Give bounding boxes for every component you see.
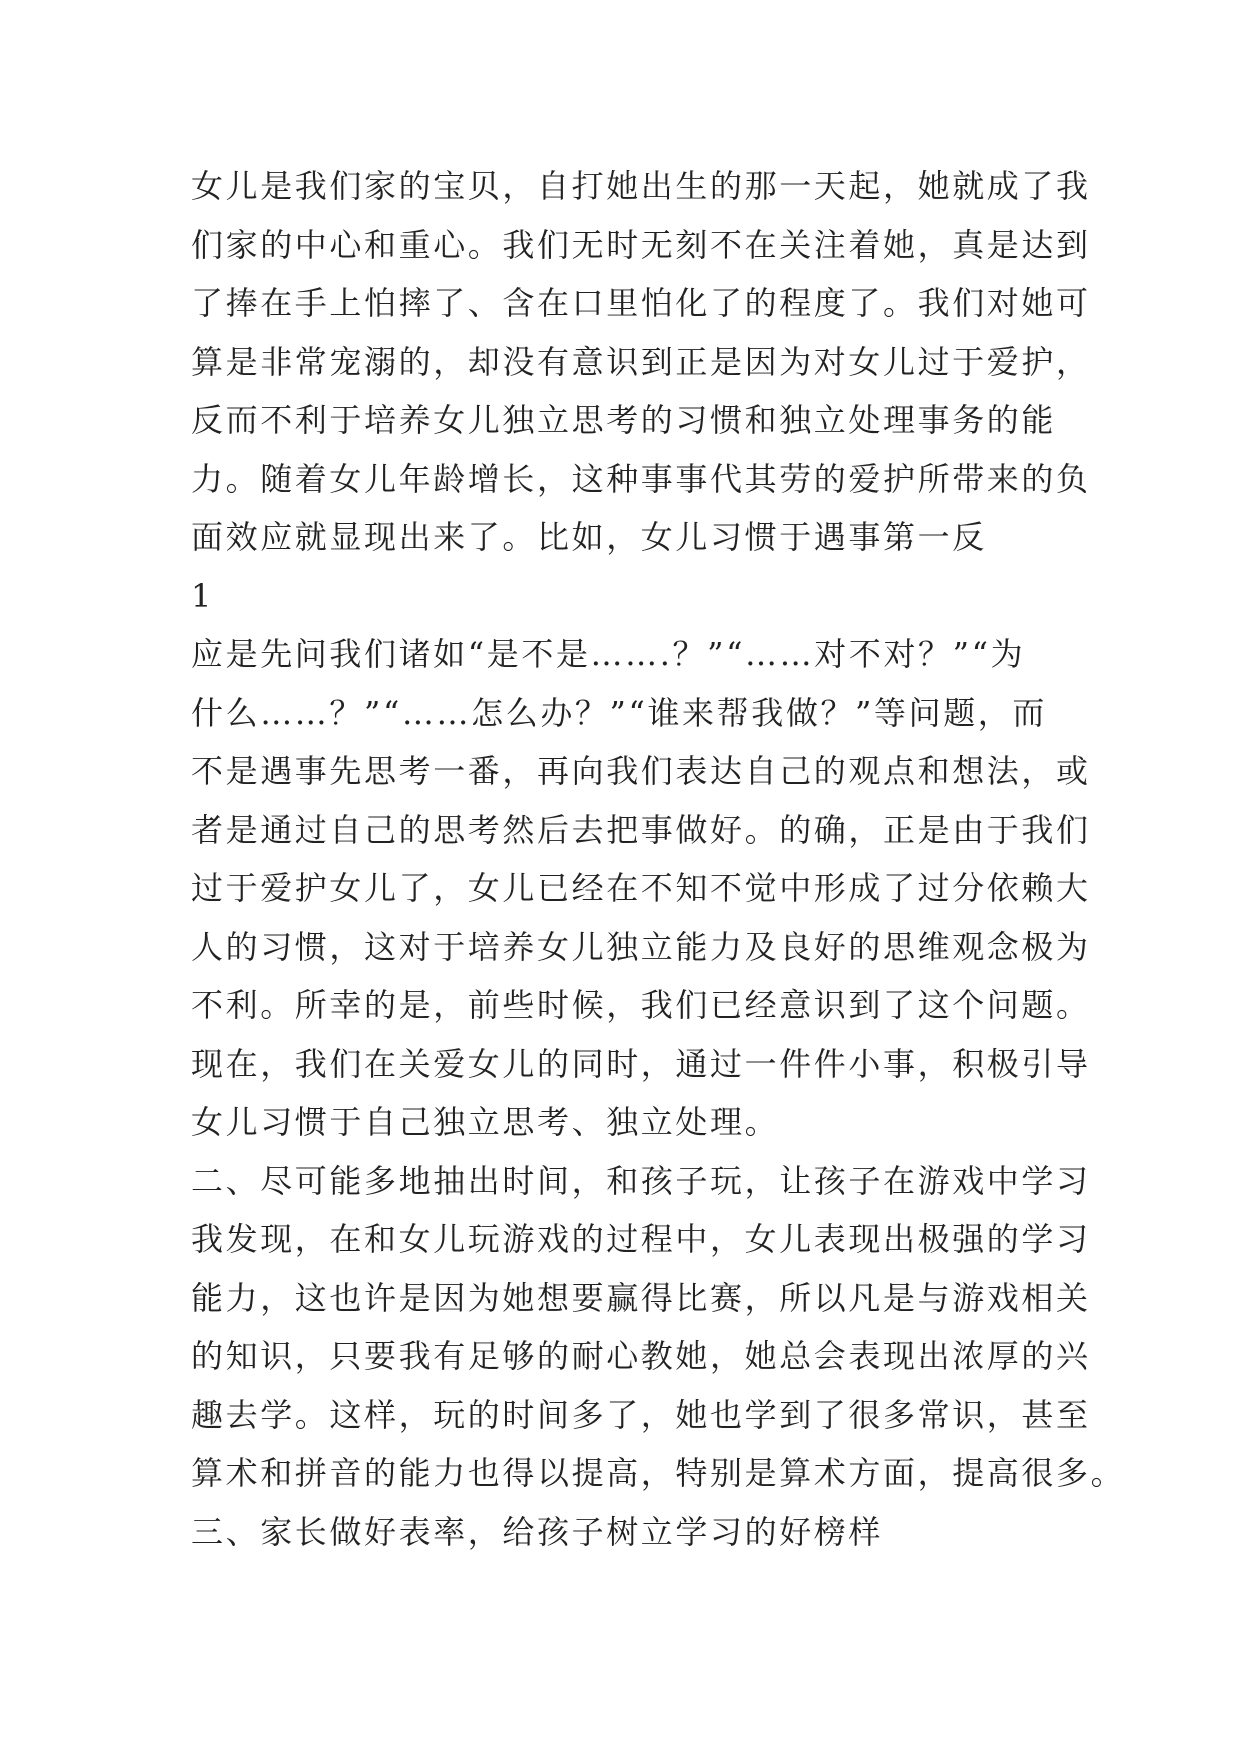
text-line: 的知识，只要我有足够的耐心教她，她总会表现出浓厚的兴 — [191, 1337, 1091, 1375]
text-line: 能力，这也许是因为她想要赢得比赛，所以凡是与游戏相关 — [191, 1278, 1091, 1317]
section-heading: 二、尽可能多地抽出时间，和孩子玩，让孩子在游戏中学习 — [191, 1161, 1091, 1200]
text-line: 趣去学。这样，玩的时间多了，她也学到了很多常识，甚至 — [191, 1395, 1091, 1434]
text-line: 女儿是我们家的宝贝，自打她出生的那一天起，她就成了我 — [191, 167, 1091, 205]
text-line: 人的习惯，这对于培养女儿独立能力及良好的思维观念极为 — [191, 927, 1091, 966]
section-heading: 三、家长做好表率，给孩子树立学习的好榜样 — [191, 1512, 884, 1551]
text-line: 过于爱护女儿了，女儿已经在不知不觉中形成了过分依赖大 — [191, 869, 1091, 907]
text-line: 算术和拼音的能力也得以提高，特别是算术方面，提高很多。 — [191, 1454, 1126, 1492]
text-line: 应是先问我们诸如“是不是…….？”“……对不对？”“为 — [191, 635, 1026, 673]
text-line: 面效应就显现出来了。比如，女儿习惯于遇事第一反 — [191, 518, 987, 556]
text-line: 女儿习惯于自己独立思考、独立处理。 — [191, 1103, 780, 1141]
text-line: 算是非常宠溺的，却没有意识到正是因为对女儿过于爱护， — [191, 342, 1091, 381]
text-line: 不利。所幸的是，前些时候，我们已经意识到了这个问题。 — [191, 986, 1091, 1024]
text-line: 们家的中心和重心。我们无时无刻不在关注着她，真是达到 — [191, 225, 1091, 264]
text-line: 反而不利于培养女儿独立思考的习惯和独立处理事务的能 — [191, 401, 1057, 439]
text-line: 什么……？”“……怎么办？”“谁来帮我做？”等问题，而 — [191, 693, 1047, 732]
page-number: 1 — [191, 576, 214, 615]
text-line: 了捧在手上怕摔了、含在口里怕化了的程度了。我们对她可 — [191, 284, 1091, 322]
text-line: 力。随着女儿年龄增长，这种事事代其劳的爱护所带来的负 — [191, 459, 1091, 498]
text-line: 不是遇事先思考一番，再向我们表达自己的观点和想法，或 — [191, 752, 1091, 790]
text-line: 我发现，在和女儿玩游戏的过程中，女儿表现出极强的学习 — [191, 1220, 1091, 1258]
text-line: 现在，我们在关爱女儿的同时，通过一件件小事，积极引导 — [191, 1044, 1091, 1083]
body-text — [191, 157, 1126, 1561]
text-line: 者是通过自己的思考然后去把事做好。的确，正是由于我们 — [191, 810, 1091, 849]
